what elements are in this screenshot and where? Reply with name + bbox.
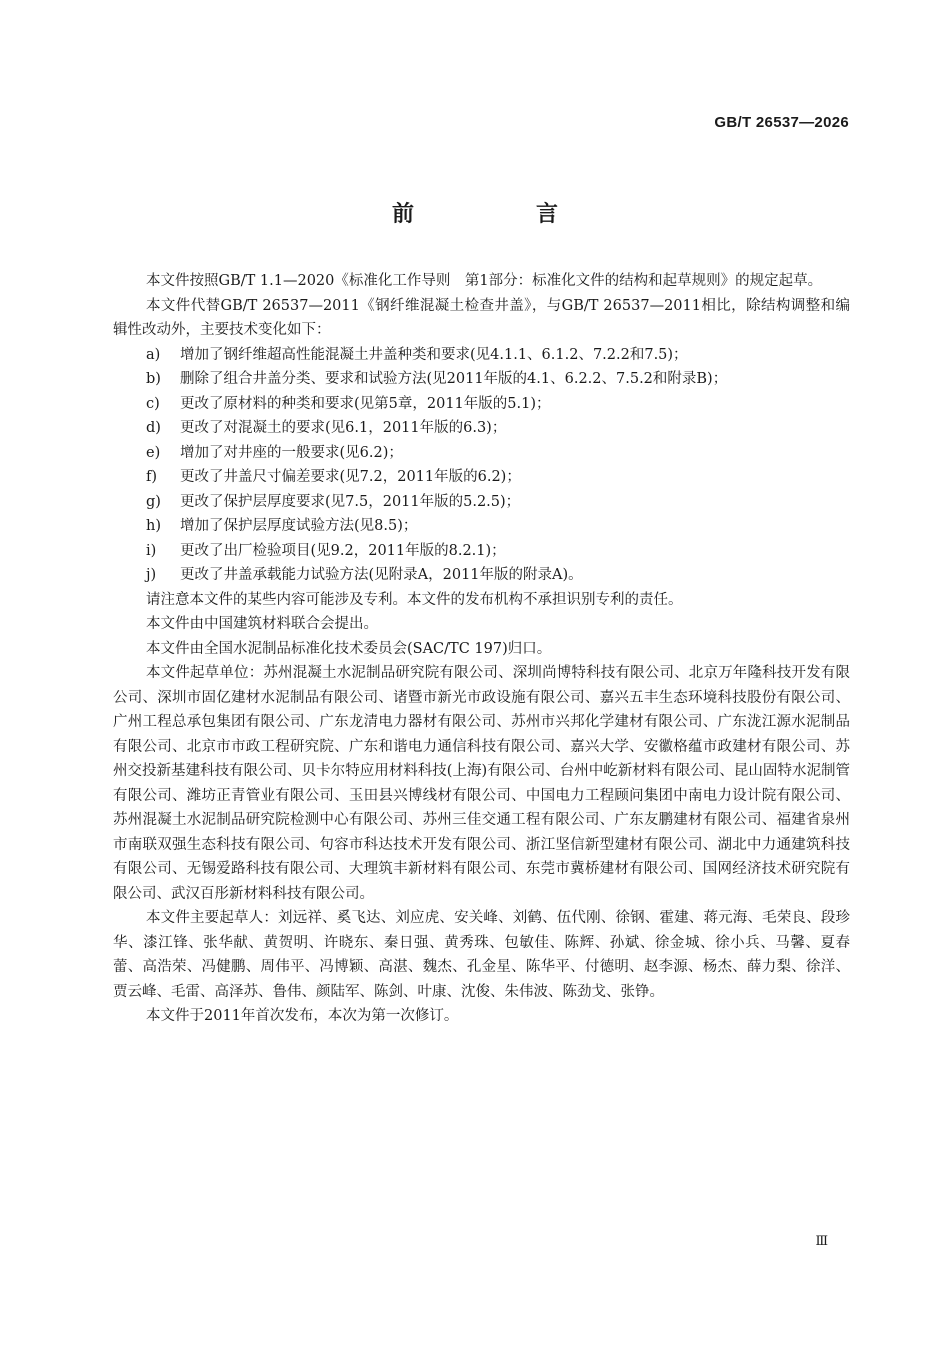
list-item-label: j) xyxy=(146,567,157,583)
list-item-label: c) xyxy=(146,395,160,412)
intro-paragraph-2: 本文件代替GB/T 26537—2011《钢纤维混凝土检查井盖》，与GB/T 26537—2011相比，除结构调整和编辑性改动外，主要技术变化如下： xyxy=(113,297,850,338)
list-item-text: 删除了组合井盖分类、要求和试验方法(见2011年版的4.1、6.2.2、7.5.2和附录B)； xyxy=(180,371,728,387)
changes-list xyxy=(113,343,850,588)
list-item-text: 增加了保护层厚度试验方法(见8.5)； xyxy=(180,518,418,534)
list-item-text: 增加了对井座的一般要求(见6.2)； xyxy=(180,444,403,461)
list-item xyxy=(113,367,850,392)
list-item-label: b) xyxy=(146,371,161,387)
list-item-label: i) xyxy=(146,542,157,559)
standard-code: GB/T 26537—2026 xyxy=(714,114,849,131)
publication-history: 本文件于2011年首次发布，本次为第一次修订。 xyxy=(146,1008,459,1024)
document-body xyxy=(113,269,850,1029)
list-item-text: 更改了出厂检验项目(见9.2，2011年版的8.2.1)； xyxy=(180,542,506,559)
list-item xyxy=(113,563,850,588)
list-item-label: d) xyxy=(146,420,161,436)
list-item-text: 增加了钢纤维超高性能混凝土井盖种类和要求(见4.1.1、6.1.2、7.2.2和7.5)； xyxy=(180,346,688,363)
drafting-units: 本文件起草单位：苏州混凝土水泥制品研究院有限公司、深圳尚博特科技有限公司、北京万年隆科技开发有限公司、深圳市固亿建材水泥制品有限公司、诸暨市新光市政设施有限公司、嘉兴五丰生态环境科技股份有限公司、广州工程总承包集团有限公司、广东龙清电力器材有限公司、苏州市兴邦化学建材有限公司、广东泷江源水泥制品有限公司、北京市市政工程研究院、广东和谐电力通信科技有限公司、嘉兴大学、安徽格蕴市政建材有限公司、苏州交投新基建科技有限公司、贝卡尔特应用材料科技(上海)有限公司、台州中屹新材料有限公司、昆山固特水泥制管有限公司、潍坊正青管业有限公司、玉田县兴博线材有限公司、中国电力工程顾问集团中南电力设计院有限公司、苏州混凝土水泥制品研究院检测中心有限公司、苏州三佳交通工程有限公司、广东友鹏建材有限公司、福建省泉州市南联双强生态科技有限公司、句容市科达技术开发有限公司、浙江坚信新型建材有限公司、湖北中力通建筑科技有限公司、无锡爱路科技有限公司、大理筑丰新材料有限公司、东莞市冀桥建材有限公司、国网经济技术研究院有限公司、武汉百彤新材料科技有限公司。 xyxy=(113,665,850,902)
list-item xyxy=(113,490,850,515)
list-item xyxy=(113,343,850,368)
drafters: 本文件主要起草人：刘远祥、奚飞达、刘应虎、安关峰、刘鹤、伍代刚、徐钢、霍建、蒋元海、毛荣良、段珍华、漆江锋、张华献、黄贺明、许晓东、秦日强、黄秀珠、包敏佳、陈辉、孙斌、徐金城、徐小兵、马馨、夏春蕾、高浩荣、冯健鹏、周伟平、冯博颖、高湛、魏杰、孔金星、陈华平、付德明、赵李源、杨杰、薛力梨、徐洋、贾云峰、毛雷、高泽苏、鲁伟、颜陆军、陈剑、叶康、沈俊、朱伟波、陈劲戈、张铮。 xyxy=(113,910,850,1000)
list-item xyxy=(113,539,850,564)
page-title: 前 言 xyxy=(391,202,608,227)
list-item-label: a) xyxy=(146,346,161,363)
list-item-text: 更改了对混凝土的要求(见6.1，2011年版的6.3)； xyxy=(180,420,507,436)
patent-notice: 请注意本文件的某些内容可能涉及专利。本文件的发布机构不承担识别专利的责任。 xyxy=(146,591,683,608)
list-item-label: f) xyxy=(146,469,158,485)
list-item xyxy=(113,514,850,539)
list-item xyxy=(113,392,850,417)
page-number: Ⅲ xyxy=(815,1234,828,1249)
proposer-statement: 本文件由中国建筑材料联合会提出。 xyxy=(146,616,378,632)
list-item-text: 更改了保护层厚度要求(见7.5，2011年版的5.2.5)； xyxy=(180,493,521,510)
list-item-label: g) xyxy=(146,493,161,510)
intro-paragraph-1: 本文件按照GB/T 1.1—2020《标准化工作导则 第1部分：标准化文件的结构和起草规则》的规定起草。 xyxy=(146,273,823,289)
list-item xyxy=(113,441,850,466)
list-item-text: 更改了原材料的种类和要求(见第5章，2011年版的5.1)； xyxy=(180,395,551,412)
list-item-text: 更改了井盖尺寸偏差要求(见7.2，2011年版的6.2)； xyxy=(180,469,521,485)
list-item-label: h) xyxy=(146,518,161,534)
committee-statement: 本文件由全国水泥制品标准化技术委员会(SAC/TC 197)归口。 xyxy=(146,640,552,657)
list-item xyxy=(113,416,850,441)
list-item xyxy=(113,465,850,490)
list-item-label: e) xyxy=(146,444,161,461)
list-item-text: 更改了井盖承载能力试验方法(见附录A，2011年版的附录A)。 xyxy=(180,567,583,583)
